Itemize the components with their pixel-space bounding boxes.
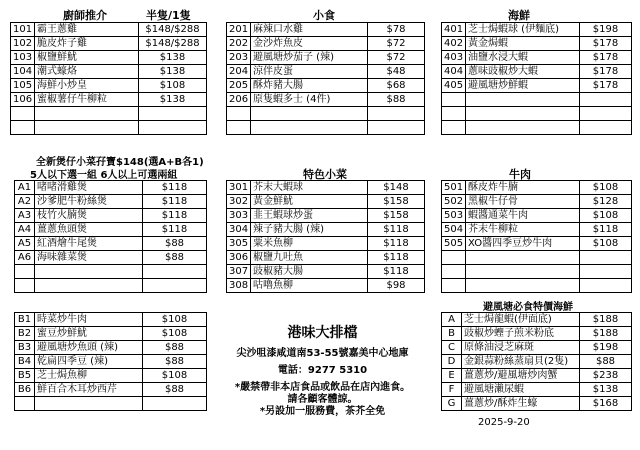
item-code: B5 xyxy=(15,369,35,383)
item-code: 405 xyxy=(442,79,466,93)
item-code: 201 xyxy=(227,23,251,37)
menu-row xyxy=(227,251,425,265)
menu-row xyxy=(442,51,632,65)
item-name: 海鮮小炒皇 xyxy=(35,79,139,93)
item-code: A2 xyxy=(15,195,35,209)
menu-row xyxy=(227,51,425,65)
item-price: $158 xyxy=(368,195,425,209)
item-code xyxy=(442,93,466,107)
item-price: $148/$288 xyxy=(139,37,207,51)
snacks-title: 小食 xyxy=(313,9,335,22)
item-code: 103 xyxy=(11,51,35,65)
menu-row xyxy=(227,209,425,223)
menu-row xyxy=(227,93,425,107)
menu-row xyxy=(15,313,207,327)
menu-row xyxy=(442,209,632,223)
item-price: $118 xyxy=(143,195,207,209)
menu-row xyxy=(11,65,207,79)
menu-row xyxy=(442,355,632,369)
claypot-b-menu xyxy=(14,312,207,411)
item-price xyxy=(580,251,632,265)
item-price: $178 xyxy=(580,79,632,93)
item-code: A1 xyxy=(15,181,35,195)
item-code: C xyxy=(442,341,462,355)
item-name: 避風塘炒鮮蝦 xyxy=(466,79,580,93)
shop-info xyxy=(225,322,420,418)
claypot-a-menu xyxy=(14,180,207,293)
item-code: B2 xyxy=(15,327,35,341)
item-code: 206 xyxy=(227,93,251,107)
item-name: 乾扁四季豆 (辣) xyxy=(35,355,143,369)
item-code xyxy=(442,279,466,293)
item-price: $108 xyxy=(139,79,207,93)
menu-row xyxy=(442,265,632,279)
notice xyxy=(225,382,420,418)
item-price: $108 xyxy=(143,369,207,383)
item-price: $88 xyxy=(143,355,207,369)
item-price: $72 xyxy=(368,37,425,51)
menu-row xyxy=(11,121,207,135)
item-price: $138 xyxy=(139,93,207,107)
item-code xyxy=(11,107,35,121)
item-name xyxy=(466,265,580,279)
menu-row xyxy=(442,397,632,411)
item-name: 辣子豬大腸 (辣) xyxy=(251,223,368,237)
item-price xyxy=(143,265,207,279)
menu-row xyxy=(11,37,207,51)
menu-row xyxy=(15,355,207,369)
item-code: 205 xyxy=(227,79,251,93)
menu-row xyxy=(15,209,207,223)
item-price: $108 xyxy=(143,313,207,327)
shop-name: 港味大排檔 xyxy=(287,325,358,341)
item-code xyxy=(442,107,466,121)
item-name: 黃金鮮魷 xyxy=(251,195,368,209)
item-name xyxy=(35,265,143,279)
menu-row xyxy=(15,195,207,209)
menu-row xyxy=(15,279,207,293)
item-price: $198 xyxy=(580,23,632,37)
item-name xyxy=(466,107,580,121)
item-name: 酥炸豬大腸 xyxy=(251,79,368,93)
item-price: $48 xyxy=(368,65,425,79)
item-price: $148 xyxy=(368,181,425,195)
item-price: $88 xyxy=(143,237,207,251)
menu-row xyxy=(442,93,632,107)
item-code: E xyxy=(442,369,462,383)
item-price xyxy=(580,265,632,279)
menu-row xyxy=(442,107,632,121)
item-name: 啫啫滑雞煲 xyxy=(35,181,143,195)
item-price: $88 xyxy=(143,383,207,397)
menu-row xyxy=(442,223,632,237)
item-name: 薑蔥炒/酥炸生蠔 xyxy=(462,397,580,411)
item-price: $138 xyxy=(139,65,207,79)
item-code: 306 xyxy=(227,251,251,265)
menu-row xyxy=(227,237,425,251)
item-price: $108 xyxy=(143,327,207,341)
item-name: 時菜炒牛肉 xyxy=(35,313,143,327)
item-name: 粟米魚柳 xyxy=(251,237,368,251)
menu-row xyxy=(227,195,425,209)
item-code xyxy=(11,121,35,135)
item-name xyxy=(466,279,580,293)
item-code: 302 xyxy=(227,195,251,209)
claypot-subtitle: 5人以下選一組 6人以上可選兩組 xyxy=(30,170,178,181)
item-name xyxy=(35,107,139,121)
menu-row xyxy=(442,181,632,195)
item-code xyxy=(15,279,35,293)
menu-row xyxy=(11,51,207,65)
item-code: A3 xyxy=(15,209,35,223)
notice-line-1: *嚴禁帶非本店食品或飲品在店內進食。 xyxy=(234,382,411,393)
menu-row xyxy=(15,397,207,411)
menu-row xyxy=(227,107,425,121)
item-name xyxy=(35,121,139,135)
item-code: A6 xyxy=(15,251,35,265)
item-price xyxy=(368,107,425,121)
item-name: 蜜豆炒鮮魷 xyxy=(35,327,143,341)
item-price: $238 xyxy=(580,369,632,383)
item-name: 薑蔥魚頭煲 xyxy=(35,223,143,237)
item-price: $118 xyxy=(143,209,207,223)
item-name: 麻辣口水雞 xyxy=(251,23,368,37)
item-code xyxy=(15,397,35,411)
item-code: B1 xyxy=(15,313,35,327)
item-code: 402 xyxy=(442,37,466,51)
item-price: $118 xyxy=(368,265,425,279)
item-price: $118 xyxy=(143,223,207,237)
item-code: B4 xyxy=(15,355,35,369)
item-name: 霸王蔥雞 xyxy=(35,23,139,37)
menu-row xyxy=(442,65,632,79)
item-name: 咕嚕魚柳 xyxy=(251,279,368,293)
special-title: 特色小菜 xyxy=(303,168,347,181)
shelter-title: 避風塘必食特價海鮮 xyxy=(483,302,573,313)
menu-row xyxy=(442,79,632,93)
menu-row xyxy=(15,341,207,355)
menu-row xyxy=(442,37,632,51)
item-code xyxy=(227,107,251,121)
item-price: $158 xyxy=(368,209,425,223)
item-code: B3 xyxy=(15,341,35,355)
menu-row xyxy=(227,79,425,93)
item-code: 202 xyxy=(227,37,251,51)
menu-row xyxy=(442,369,632,383)
item-price xyxy=(368,121,425,135)
item-name: 椒鹽九吐魚 xyxy=(251,251,368,265)
item-name: 芝士焗龍蝦(伊面底) xyxy=(462,313,580,327)
item-price: $138 xyxy=(139,51,207,65)
item-code: 503 xyxy=(442,209,466,223)
menu-row xyxy=(442,279,632,293)
chef-menu xyxy=(10,22,207,135)
item-code: D xyxy=(442,355,462,369)
item-name: 金銀蒜粉絲蒸扇貝(2隻) xyxy=(462,355,580,369)
item-price xyxy=(580,279,632,293)
item-name xyxy=(35,279,143,293)
item-name: 芝士焗魚柳 xyxy=(35,369,143,383)
item-name: 豉椒炒蟶子煎米粉底 xyxy=(462,327,580,341)
item-price xyxy=(580,121,632,135)
menu-row xyxy=(15,237,207,251)
item-price: $118 xyxy=(368,237,425,251)
item-name: 椒鹽鮮魷 xyxy=(35,51,139,65)
item-code: 301 xyxy=(227,181,251,195)
item-name: 黑椒牛仔骨 xyxy=(466,195,580,209)
item-name: 原隻蝦多士 (4件) xyxy=(251,93,368,107)
item-code: 101 xyxy=(11,23,35,37)
item-code: 303 xyxy=(227,209,251,223)
chef-title: 廚師推介 xyxy=(63,9,107,22)
item-code: 502 xyxy=(442,195,466,209)
item-name xyxy=(466,121,580,135)
item-name: 避風塘炒魚頭 (辣) xyxy=(35,341,143,355)
menu-row xyxy=(15,223,207,237)
item-code: 203 xyxy=(227,51,251,65)
item-code: 308 xyxy=(227,279,251,293)
item-price: $98 xyxy=(368,279,425,293)
item-price xyxy=(139,107,207,121)
menu-row xyxy=(227,265,425,279)
item-code: 404 xyxy=(442,65,466,79)
item-price: $78 xyxy=(368,23,425,37)
item-price: $88 xyxy=(580,355,632,369)
snacks-menu xyxy=(226,22,425,135)
menu-row xyxy=(442,341,632,355)
item-code: 105 xyxy=(11,79,35,93)
item-price xyxy=(580,107,632,121)
item-code: 106 xyxy=(11,93,35,107)
item-code: 505 xyxy=(442,237,466,251)
item-name: 蜜椒薯仔牛柳粒 xyxy=(35,93,139,107)
item-name: 枝竹火腩煲 xyxy=(35,209,143,223)
item-name: XO醬四季豆炒牛肉 xyxy=(466,237,580,251)
item-name: 鮮百合木耳炒西芹 xyxy=(35,383,143,397)
menu-row xyxy=(11,93,207,107)
menu-row xyxy=(227,279,425,293)
item-name xyxy=(466,251,580,265)
item-name: 沙爹肥牛粉絲煲 xyxy=(35,195,143,209)
item-name: 芝士焗蝦球 (伊麵底) xyxy=(466,23,580,37)
item-price: $72 xyxy=(368,51,425,65)
special-menu xyxy=(226,180,425,293)
item-price: $148/$288 xyxy=(139,23,207,37)
item-name: 芥末大蝦球 xyxy=(251,181,368,195)
item-price: $108 xyxy=(580,237,632,251)
menu-row xyxy=(442,237,632,251)
item-name: 脆皮炸子雞 xyxy=(35,37,139,51)
item-name xyxy=(35,397,143,411)
item-name: 原條油浸芝麻斑 xyxy=(462,341,580,355)
item-name: 海味雜菜煲 xyxy=(35,251,143,265)
item-price: $128 xyxy=(580,195,632,209)
item-name: 芥末牛柳粒 xyxy=(466,223,580,237)
item-price xyxy=(580,93,632,107)
item-code: 102 xyxy=(11,37,35,51)
menu-row xyxy=(227,37,425,51)
item-price: $88 xyxy=(143,341,207,355)
menu-row xyxy=(11,23,207,37)
item-code: 305 xyxy=(227,237,251,251)
item-name: 韭王蝦球炒蛋 xyxy=(251,209,368,223)
item-code: F xyxy=(442,383,462,397)
notice-line-3: *另設加一服務費，茶芥全免 xyxy=(259,406,386,417)
item-code: 304 xyxy=(227,223,251,237)
item-code: 401 xyxy=(442,23,466,37)
item-price: $108 xyxy=(580,181,632,195)
item-name: 金沙炸魚皮 xyxy=(251,37,368,51)
item-name: 紅酒燴牛尾煲 xyxy=(35,237,143,251)
item-code: A5 xyxy=(15,237,35,251)
item-code: B xyxy=(442,327,462,341)
beef-menu xyxy=(441,180,632,293)
item-name: 黃金焗蝦 xyxy=(466,37,580,51)
item-name xyxy=(251,107,368,121)
item-code xyxy=(227,121,251,135)
menu-row xyxy=(227,223,425,237)
menu-row xyxy=(442,23,632,37)
menu-row xyxy=(442,251,632,265)
item-code: 104 xyxy=(11,65,35,79)
menu-row xyxy=(442,121,632,135)
seafood-title: 海鮮 xyxy=(508,9,530,22)
menu-date: 2025-9-20 xyxy=(478,417,530,428)
item-price: $178 xyxy=(580,65,632,79)
menu-row xyxy=(442,313,632,327)
item-code: G xyxy=(442,397,462,411)
item-code xyxy=(442,121,466,135)
item-price: $178 xyxy=(580,51,632,65)
item-code: 501 xyxy=(442,181,466,195)
item-code xyxy=(15,265,35,279)
item-name: 潮式蠔烙 xyxy=(35,65,139,79)
menu-row xyxy=(15,265,207,279)
item-name: 油鹽水浸大蝦 xyxy=(466,51,580,65)
notice-line-2: 請各顧客體諒。 xyxy=(287,394,358,405)
menu-row xyxy=(11,79,207,93)
item-code: 504 xyxy=(442,223,466,237)
item-name: 避風塘炒茄子 (辣) xyxy=(251,51,368,65)
item-code: A xyxy=(442,313,462,327)
item-price: $188 xyxy=(580,327,632,341)
item-price xyxy=(139,121,207,135)
item-code xyxy=(442,265,466,279)
item-code: 307 xyxy=(227,265,251,279)
item-price: $108 xyxy=(580,209,632,223)
beef-title: 牛肉 xyxy=(509,168,531,181)
item-price xyxy=(143,397,207,411)
chef-price-header: 半隻/1隻 xyxy=(146,9,191,22)
item-price: $188 xyxy=(580,313,632,327)
item-price: $118 xyxy=(143,181,207,195)
item-price: $168 xyxy=(580,397,632,411)
item-code xyxy=(442,251,466,265)
item-price: $118 xyxy=(368,223,425,237)
menu-row xyxy=(15,383,207,397)
item-name: 避風塘瀨尿蝦 xyxy=(462,383,580,397)
menu-row xyxy=(442,195,632,209)
item-price: $68 xyxy=(368,79,425,93)
item-name: 豉椒豬大腸 xyxy=(251,265,368,279)
item-price xyxy=(143,279,207,293)
menu-row xyxy=(442,327,632,341)
menu-row xyxy=(15,181,207,195)
menu-row xyxy=(227,121,425,135)
item-name xyxy=(251,121,368,135)
seafood-menu xyxy=(441,22,632,135)
menu-row xyxy=(227,23,425,37)
menu-row xyxy=(227,65,425,79)
item-name: 蔥味豉椒炒大蝦 xyxy=(466,65,580,79)
item-price: $198 xyxy=(580,341,632,355)
item-price: $138 xyxy=(580,383,632,397)
menu-row xyxy=(227,181,425,195)
item-code: B6 xyxy=(15,383,35,397)
item-price: $178 xyxy=(580,37,632,51)
shop-address: 尖沙咀漆咸道南53-55號嘉美中心地庫 xyxy=(236,348,409,359)
shelter-menu xyxy=(441,312,632,411)
shop-phone: 電話：9277 5310 xyxy=(277,365,368,376)
menu-row xyxy=(15,369,207,383)
item-price: $88 xyxy=(368,93,425,107)
item-name: 蝦醬通菜牛肉 xyxy=(466,209,580,223)
item-name: 涼伴皮蛋 xyxy=(251,65,368,79)
menu-row xyxy=(15,251,207,265)
item-name: 酥皮炸牛腩 xyxy=(466,181,580,195)
item-price: $118 xyxy=(368,251,425,265)
item-name: 薑蔥炒/避風塘炒肉蟹 xyxy=(462,369,580,383)
claypot-title: 全新煲仔小菜孖寶$148(選A+B各1) xyxy=(36,157,204,168)
menu-row xyxy=(442,383,632,397)
item-code: 204 xyxy=(227,65,251,79)
menu-row xyxy=(15,327,207,341)
menu-row xyxy=(11,107,207,121)
item-name xyxy=(466,93,580,107)
item-code: 403 xyxy=(442,51,466,65)
item-code: A4 xyxy=(15,223,35,237)
item-price: $88 xyxy=(143,251,207,265)
item-price: $118 xyxy=(580,223,632,237)
